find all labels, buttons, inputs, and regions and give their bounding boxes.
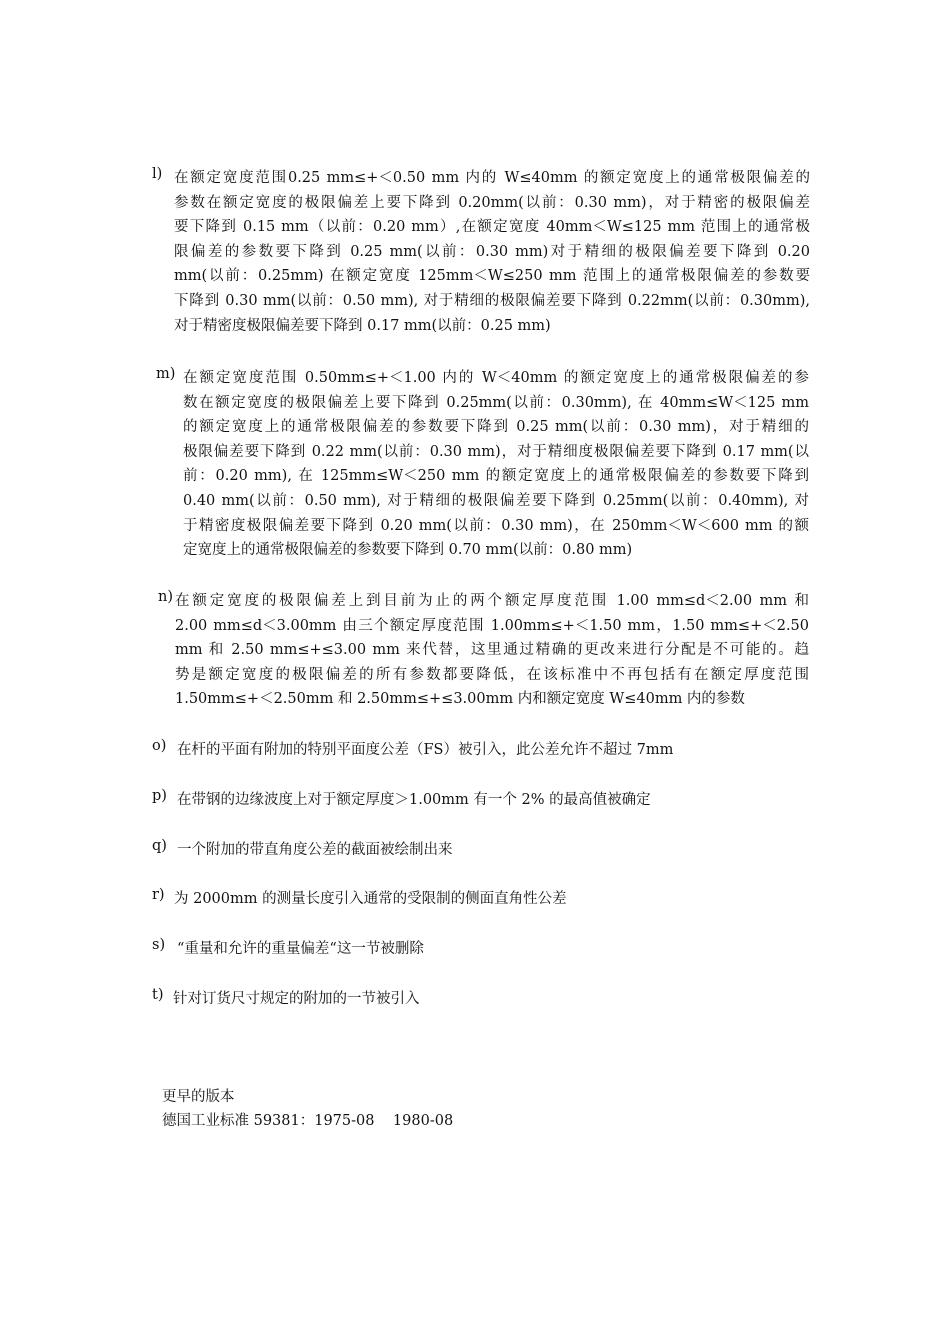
list-item-p	[152, 788, 651, 812]
text-line: 于精密度极限偏差要下降到 0.20 mm(以前：0.30 mm)，在 250mm＜W＜600 mm 的额	[183, 517, 809, 534]
list-item-t	[152, 987, 420, 1011]
text-line: 下降到 0.30 mm(以前：0.50 mm), 对于精细的极限偏差要下降到 0.22mm(以前：0.30mm),	[174, 292, 810, 309]
text-line: 极限偏差要下降到 0.22 mm(以前：0.30 mm)，对于精细度极限偏差要下降到 0.17 mm(以	[183, 443, 809, 460]
earlier-versions	[162, 1085, 453, 1133]
list-item-r	[152, 887, 567, 911]
item-text: 一个附加的带直角度公差的截面被绘制出来	[177, 842, 453, 858]
text-line: 在额定宽度的极限偏差上到目前为止的两个额定厚度范围 1.00 mm≤d＜2.00 mm 和	[175, 593, 809, 609]
text-line: 对于精密度极限偏差要下降到 0.17 mm(以前：0.25 mm)	[174, 317, 551, 334]
item-text: 为 2000mm 的测量长度引入通常的受限制的侧面直角性公差	[174, 891, 567, 907]
list-marker: n)	[158, 589, 173, 605]
text-line: 在额定宽度范围0.25 mm≤+＜0.50 mm 内的 W≤40mm 的额定宽度上的通常极限偏差的	[174, 170, 810, 186]
text-line: 势是额定宽度的极限偏差的所有参数都要降低，在该标准中不再包括有在额定厚度范围	[175, 666, 809, 683]
item-text: “重量和允许的重量偏差“这一节被删除	[177, 941, 424, 957]
text-line: 要下降到 0.15 mm（以前：0.20 mm）,在额定宽度 40mm＜W≤125 mm 范围上的通常极	[174, 219, 810, 236]
text-line: mm(以前：0.25mm) 在额定宽度 125mm＜W≤250 mm 范围上的通常极限偏差的参数要	[174, 268, 810, 285]
text-line: 参数在额定宽度的极限偏差上要下降到 0.20mm(以前：0.30 mm)，对于精密的极限偏差	[174, 194, 810, 211]
list-marker: t)	[152, 987, 164, 1003]
item-text: 在杆的平面有附加的特别平面度公差（FS）被引入，此公差允许不超过 7mm	[177, 742, 674, 758]
list-item-s	[152, 937, 424, 961]
text-line: 0.40 mm(以前：0.50 mm), 对于精细的极限偏差要下降到 0.25mm(以前：0.40mm), 对	[183, 492, 809, 509]
text-line: 定宽度上的通常极限偏差的参数要下降到 0.70 mm(以前：0.80 mm)	[183, 542, 633, 559]
text-line: 前：0.20 mm), 在 125mm≤W＜250 mm 的额定宽度上的通常极限偏差的参数要下降到	[183, 468, 809, 485]
list-marker: p)	[152, 788, 167, 804]
text-line: 数在额定宽度的极限偏差上要下降到 0.25mm(以前：0.30mm), 在 40mm≤W＜125 mm	[183, 394, 809, 411]
list-marker: q)	[152, 838, 167, 854]
list-marker: s)	[152, 937, 166, 953]
list-marker: l)	[152, 166, 163, 182]
list-marker: m)	[156, 366, 176, 382]
list-item-m	[156, 366, 809, 563]
text-line: 2.00 mm≤d＜3.00mm 由三个额定厚度范围 1.00mm≤+＜1.50 mm，1.50 mm≤+＜2.50	[175, 617, 809, 634]
text-line: mm 和 2.50 mm≤+≤3.00 mm 来代替，这里通过精确的更改来进行分配是不可能的。趋	[175, 642, 809, 659]
list-item-l	[152, 166, 810, 338]
list-item-n	[158, 589, 809, 712]
text-line: 的额定宽度上的通常极限偏差的参数要下降到 0.25 mm(以前：0.30 mm)，对于精细的	[183, 419, 809, 436]
list-marker: r)	[152, 887, 165, 903]
list-marker: o)	[152, 738, 167, 754]
list-item-o	[152, 738, 673, 762]
earlier-versions-line: 德国工业标准 59381：1975-08 1980-08	[162, 1113, 454, 1129]
text-line: 在额定宽度范围 0.50mm≤+＜1.00 内的 W＜40mm 的额定宽度上的通常极限偏差的参	[183, 370, 809, 386]
text-line: 限偏差的参数要下降到 0.25 mm(以前：0.30 mm)对于精细的极限偏差要下降到 0.20	[174, 243, 810, 260]
item-text: 针对订货尺寸规定的附加的一节被引入	[173, 991, 420, 1007]
text-line: 1.50mm≤+＜2.50mm 和 2.50mm≤+≤3.00mm 内和额定宽度 W≤40mm 内的参数	[175, 691, 745, 708]
earlier-versions-heading: 更早的版本	[162, 1089, 235, 1105]
list-item-q	[152, 838, 453, 862]
item-text: 在带钢的边缘波度上对于额定厚度＞1.00mm 有一个 2% 的最高值被确定	[177, 792, 651, 808]
